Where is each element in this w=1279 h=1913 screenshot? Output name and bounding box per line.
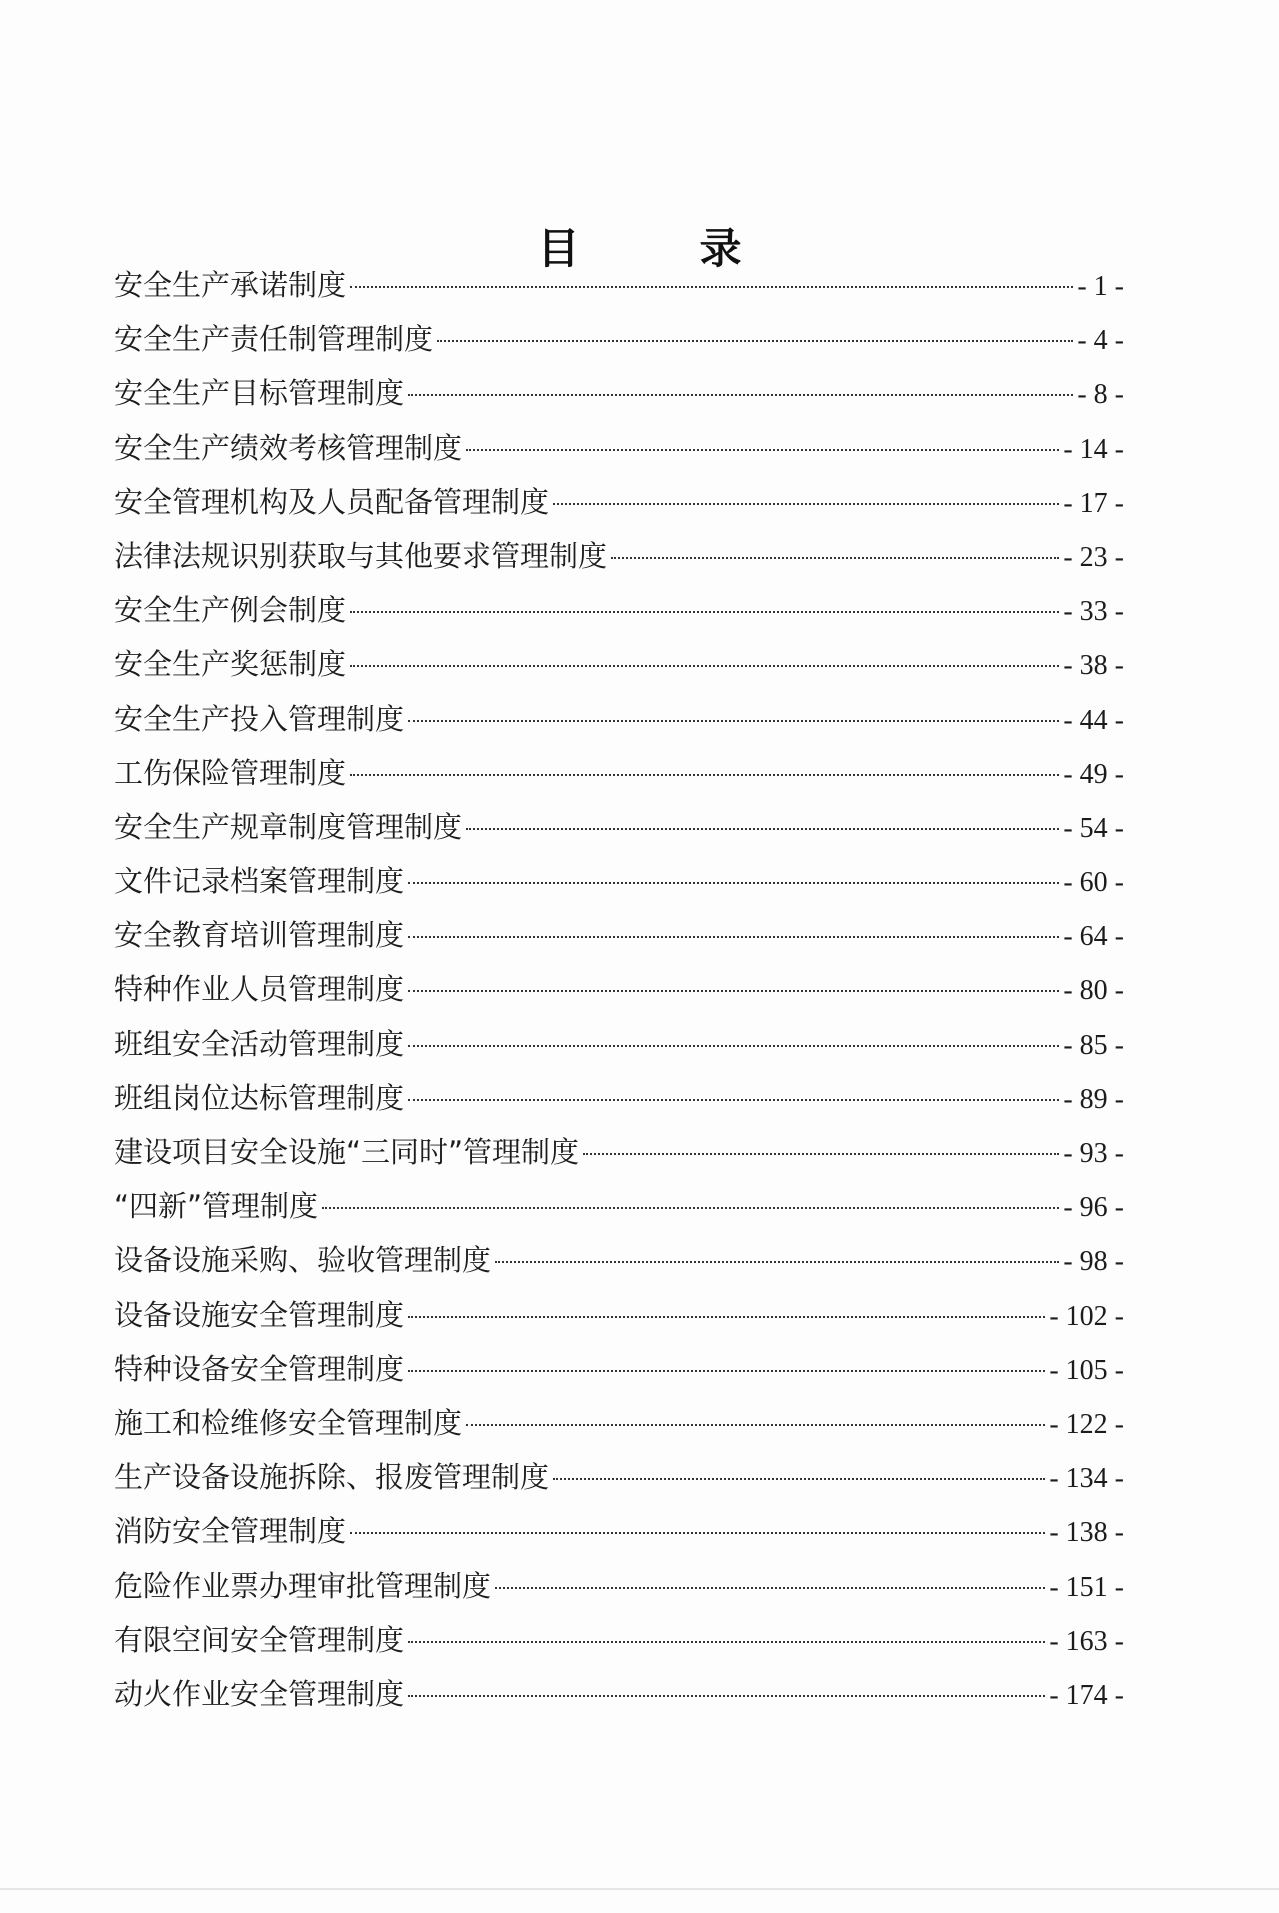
dot-leader	[350, 665, 1059, 667]
dot-leader	[437, 340, 1073, 342]
toc-entry-title: 安全生产投入管理制度	[114, 701, 405, 736]
toc-entry[interactable]	[114, 475, 1124, 529]
page-bottom-edge	[0, 1888, 1279, 1890]
toc-entry-page: - 138 -	[1049, 1517, 1124, 1549]
toc-entry[interactable]	[114, 1125, 1124, 1179]
toc-entry-title: 特种设备安全管理制度	[114, 1351, 405, 1386]
toc-entry-title: 安全生产责任制管理制度	[114, 322, 434, 357]
toc-entry[interactable]	[114, 583, 1124, 637]
toc-entry[interactable]	[114, 529, 1124, 583]
toc-entry-page: - 134 -	[1049, 1463, 1124, 1495]
toc-entry-title: 设备设施采购、验收管理制度	[114, 1243, 492, 1278]
toc-entry-page: - 33 -	[1063, 596, 1124, 628]
toc-entry[interactable]	[114, 1071, 1124, 1125]
toc-entry[interactable]	[114, 800, 1124, 854]
toc-entry-title: 安全生产奖惩制度	[114, 647, 347, 682]
toc-entry-page: - 54 -	[1063, 812, 1124, 844]
toc-entry-page: - 14 -	[1063, 433, 1124, 465]
toc-entry-page: - 85 -	[1063, 1029, 1124, 1061]
toc-entry-title: 班组岗位达标管理制度	[114, 1080, 405, 1115]
dot-leader	[583, 1153, 1059, 1155]
dot-leader	[611, 557, 1059, 559]
toc-entry[interactable]	[114, 1504, 1124, 1558]
toc-entry-title: 特种作业人员管理制度	[114, 972, 405, 1007]
dot-leader	[495, 1261, 1059, 1263]
toc-entry-title: 消防安全管理制度	[114, 1514, 347, 1549]
toc-entry[interactable]	[114, 746, 1124, 800]
dot-leader	[350, 286, 1073, 288]
toc-entry-title: 班组安全活动管理制度	[114, 1026, 405, 1061]
dot-leader	[408, 1370, 1045, 1372]
toc-entry-title: 设备设施安全管理制度	[114, 1297, 405, 1332]
toc-entry[interactable]	[114, 1613, 1124, 1667]
toc-entry-title: 施工和检维修安全管理制度	[114, 1405, 463, 1440]
toc-entry[interactable]	[114, 366, 1124, 420]
toc-heading-part2: 录	[699, 224, 742, 274]
toc-entry-title: 工伤保险管理制度	[114, 755, 347, 790]
toc-entry-title: 安全生产规章制度管理制度	[114, 809, 463, 844]
toc-entry-page: - 122 -	[1049, 1408, 1124, 1440]
toc-entry[interactable]	[114, 1667, 1124, 1721]
toc-entry-title: 有限空间安全管理制度	[114, 1622, 405, 1657]
toc-entry-title: 建设项目安全设施“三同时”管理制度	[114, 1135, 580, 1169]
toc-entry[interactable]	[114, 1450, 1124, 1504]
toc-entry[interactable]	[114, 421, 1124, 475]
toc-entry[interactable]	[114, 1017, 1124, 1071]
toc-entry[interactable]	[114, 1396, 1124, 1450]
dot-leader	[466, 449, 1059, 451]
toc-entry[interactable]	[114, 1233, 1124, 1287]
toc-entry-page: - 93 -	[1063, 1138, 1124, 1169]
toc-entry[interactable]	[114, 908, 1124, 962]
toc-entry-title: 危险作业票办理审批管理制度	[114, 1568, 492, 1603]
dot-leader	[466, 828, 1059, 830]
toc-entry[interactable]	[114, 1179, 1124, 1233]
toc-entry[interactable]	[114, 854, 1124, 908]
dot-leader	[553, 1478, 1045, 1480]
dot-leader	[408, 936, 1059, 938]
dot-leader	[408, 1641, 1045, 1643]
dot-leader	[350, 611, 1059, 613]
dot-leader	[495, 1587, 1045, 1589]
toc-entry-title: “四新”管理制度	[114, 1189, 319, 1224]
toc-entry[interactable]	[114, 1288, 1124, 1342]
toc-entry-page: - 80 -	[1063, 975, 1124, 1007]
toc-entry-title: 安全生产承诺制度	[114, 268, 347, 302]
table-of-contents	[114, 258, 1124, 1721]
dot-leader	[408, 1045, 1059, 1047]
toc-entry-page: - 163 -	[1049, 1625, 1124, 1657]
toc-entry-page: - 96 -	[1063, 1192, 1124, 1224]
toc-entry-page: - 17 -	[1063, 487, 1124, 519]
toc-entry[interactable]	[114, 692, 1124, 746]
toc-heading-part1: 目	[537, 224, 580, 274]
toc-entry[interactable]	[114, 962, 1124, 1016]
toc-entry-title: 安全教育培训管理制度	[114, 918, 405, 953]
toc-entry-page: - 151 -	[1049, 1571, 1124, 1603]
toc-entry-page: - 23 -	[1063, 541, 1124, 573]
toc-entry-page: - 64 -	[1063, 921, 1124, 953]
toc-entry-page: - 98 -	[1063, 1246, 1124, 1278]
toc-entry-title: 安全生产目标管理制度	[114, 376, 405, 411]
toc-entry[interactable]	[114, 637, 1124, 691]
dot-leader	[466, 1424, 1045, 1426]
toc-entry[interactable]	[114, 312, 1124, 366]
dot-leader	[553, 503, 1059, 505]
toc-entry-page: - 38 -	[1063, 650, 1124, 682]
toc-entry-page: - 102 -	[1049, 1300, 1124, 1332]
toc-entry-page: - 60 -	[1063, 867, 1124, 899]
toc-entry-title: 安全生产绩效考核管理制度	[114, 430, 463, 465]
toc-entry-title: 安全管理机构及人员配备管理制度	[114, 484, 550, 519]
toc-entry-title: 法律法规识别获取与其他要求管理制度	[114, 538, 608, 573]
dot-leader	[408, 1316, 1045, 1318]
toc-entry[interactable]	[114, 1559, 1124, 1613]
dot-leader	[408, 720, 1059, 722]
toc-entry[interactable]	[114, 1342, 1124, 1396]
toc-entry-title: 生产设备设施拆除、报废管理制度	[114, 1460, 550, 1495]
toc-entry-page: - 49 -	[1063, 758, 1124, 790]
dot-leader	[408, 1695, 1045, 1697]
toc-entry-page: - 174 -	[1049, 1679, 1124, 1711]
dot-leader	[408, 882, 1059, 884]
toc-entry-page: - 4 -	[1077, 325, 1124, 357]
dot-leader	[322, 1207, 1059, 1209]
dot-leader	[350, 774, 1059, 776]
toc-entry-title: 动火作业安全管理制度	[114, 1676, 405, 1711]
toc-entry-page: - 44 -	[1063, 704, 1124, 736]
toc-entry-title: 文件记录档案管理制度	[114, 864, 405, 899]
dot-leader	[408, 1099, 1059, 1101]
toc-entry-page: - 8 -	[1077, 379, 1124, 411]
toc-entry-page: - 105 -	[1049, 1354, 1124, 1386]
dot-leader	[350, 1532, 1045, 1534]
toc-entry[interactable]	[114, 258, 1124, 312]
toc-entry-title: 安全生产例会制度	[114, 593, 347, 628]
toc-entry-page: - 89 -	[1063, 1083, 1124, 1115]
dot-leader	[408, 990, 1059, 992]
dot-leader	[408, 394, 1073, 396]
toc-entry-page: - 1 -	[1077, 271, 1124, 302]
